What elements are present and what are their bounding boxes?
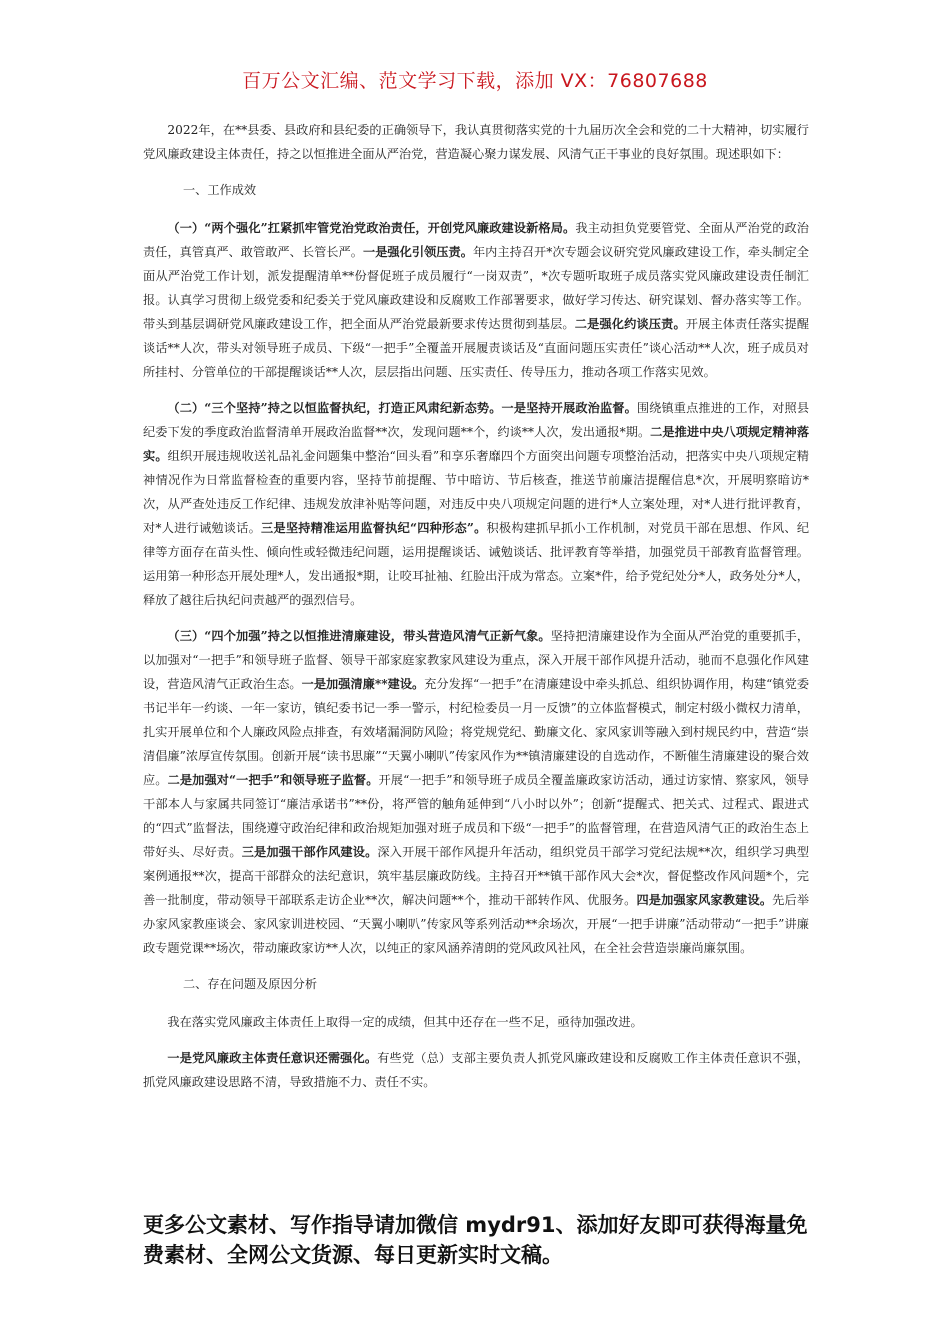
subheading: （三）“四个加强”持之以恒推进清廉建设，带头营造风清气正新气象。 — [167, 629, 551, 643]
point: 二是推进中央八项规定精神落实。 — [143, 425, 810, 463]
section-heading-1: 一、工作成效 — [183, 183, 257, 197]
text: 开展主体责任落实提醒谈话**人次，带头对领导班子成员、下级“一把手”全覆盖开展履责谈话及“直面问题压实责任”谈心活动**人次，班子成员对所挂村、分管单位的干部提醒谈话**人次，层层指出问题、压实责任、传导压力，推动各项工作落实见效。 — [143, 317, 810, 379]
intro-paragraph: 2022年，在**县委、县政府和县纪委的正确领导下，我认真贯彻落实党的十九届历次全会和党的二十大精神，切实履行党风廉政建设主体责任，持之以恒推进全面从严治党，营造凝心聚力谋发展、风清气正干事业的良好氛围。现述职如下： — [143, 123, 809, 161]
section-heading-2: 二、存在问题及原因分析 — [183, 977, 318, 991]
document-body — [143, 118, 809, 1106]
text: 围绕镇重点推进的工作，对照县纪委下发的季度政治监督清单开展政治监督**次，发现问题**个，约谈**人次，发出通报*期。 — [143, 401, 810, 439]
text: 有些党（总）支部主要负责人抓党风廉政建设和反腐败工作主体责任意识不强，抓党风廉政建设思路不清，导致措施不力、责任不实。 — [143, 1051, 810, 1089]
text: 开展“一把手”和领导班子成员全覆盖廉政家访活动，通过访家情、察家风，领导干部本人与家属共同签订“廉洁承诺书”**份，将严管的触角延伸到“八小时以外”；创新“提醒式、把关式、过程式、跟进式的“四式”监督法，围绕遵守政治纪律和政治规矩加强对班子成员和下级“一把手”的监督管理，在营造风清气正的政治生态上带好头、尽好责。 — [143, 773, 809, 859]
text: 年内主持召开*次专题会议研究党风廉政建设工作，牵头制定全面从严治党工作计划，派发提醒清单**份督促班子成员履行“一岗双责”，*次专题听取班子成员落实党风廉政建设责任制汇报。认真学习贯彻上级党委和纪委关于党风廉政建设和反腐败工作部署要求，做好学习传达、研究谋划、督办落实等工作。带头到基层调研党风廉政建设工作，把全面从严治党最新要求传达贯彻到基层。 — [143, 245, 809, 331]
point: 二是强化约谈压责。 — [574, 317, 686, 331]
point: 三是加强干部作风建设。 — [241, 845, 378, 859]
text: 先后举办家风家教座谈会、家风家训进校园、“天翼小喇叭”传家风等系列活动**余场次，开展“一把手讲廉”活动带动“一把手”讲廉政专题党课**场次，带动廉政家访**人次，以纯正的家风涵养清朗的党风政风社风，在全社会营造崇廉尚廉氛围。 — [143, 893, 810, 955]
point: 四是加强家风家教建设。 — [636, 893, 773, 907]
point: 一是强化引领压责。 — [362, 245, 473, 259]
point: 一是加强清廉**建设。 — [301, 677, 425, 691]
paragraph-1-2 — [143, 396, 809, 612]
text: 坚持把清廉建设作为全面从严治党的重要抓手，以加强对“一把手”和领导班子监督、领导干部家庭家教家风建设为重点，深入开展干部作风提升活动，驰而不息强化作风建设，营造风清气正政治生态。 — [143, 629, 810, 691]
point: 一是党风廉政主体责任意识还需强化。 — [167, 1051, 378, 1065]
subheading: （一）“两个强化”扛紧抓牢管党治党政治责任，开创党风廉政建设新格局。 — [167, 221, 576, 235]
point: 一是坚持开展政治监督。 — [501, 401, 637, 415]
section-2-intro: 我在落实党风廉政主体责任上取得一定的成绩，但其中还存在一些不足，亟待加强改进。 — [167, 1015, 643, 1029]
subheading: （二）“三个坚持”持之以恒监督执纪，打造正风肃纪新态势。 — [167, 401, 502, 415]
text: 积极构建抓早抓小工作机制，对党员干部在思想、作风、纪律等方面存在苗头性、倾向性或轻微违纪问题，运用提醒谈话、诫勉谈话、批评教育等举措，加强党员干部教育监督管理。运用第一种形态开展处理*人，发出通报*期，让咬耳扯袖、红脸出汗成为常态。立案*件，给予党纪处分*人，政务处分*人，释放了越往后执纪问责越严的强烈信号。 — [143, 521, 810, 607]
text: 我主动担负党要管党、全面从严治党的政治责任，真管真严、敢管敢严、长管长严。 — [143, 221, 809, 259]
header-banner: 百万公文汇编、范文学习下载，添加 VX：76807688 — [242, 70, 708, 92]
text: 深入开展干部作风提升年活动，组织党员干部学习党纪法规**次，组织学习典型案例通报**次，提高干部群众的法纪意识，筑牢基层廉政防线。主持召开**镇干部作风大会*次，督促整改作风问题*个，完善一批制度，带动领导干部联系走访企业**次，解决问题**个，推动干部转作风、优服务。 — [143, 845, 810, 907]
text: 充分发挥“一把手”在清廉建设中牵头抓总、组织协调作用，构建“镇党委书记半年一约谈、一年一家访，镇纪委书记一季一警示，村纪检委员一月一反馈”的立体监督模式，制定村级小微权力清单，扎实开展单位和个人廉政风险点排查，有效堵漏洞防风险；将党规党纪、勤廉文化、家风家训等融入到村规民约中，营造“崇清倡廉”浓厚宣传氛围。创新开展“读书思廉”“天翼小喇叭”传家风作为**镇清廉建设的自选动作，不断催生清廉建设的聚合效应。 — [143, 677, 810, 787]
text: 组织开展违规收送礼品礼金问题集中整治“回头看”和享乐奢靡四个方面突出问题专项整治活动，把落实中央八项规定精神情况作为日常监督检查的重要内容，坚持节前提醒、节中暗访、节后核查，推送节前廉洁提醒信息*次，开展明察暗访*次，从严查处违反工作纪律、违规发放津补贴等问题，对违反中央八项规定问题的进行*人立案处理，对*人进行批评教育，对*人进行诫勉谈话。 — [143, 449, 809, 535]
point: 二是加强对“一把手”和领导班子监督。 — [167, 773, 379, 787]
point: 三是坚持精准运用监督执纪“四种形态”。 — [261, 521, 487, 535]
footer-promo: 更多公文素材、写作指导请加微信 mydr91、添加好友即可获得海量免费素材、全网公文货源、每日更新实时文稿。 — [143, 1213, 808, 1267]
paragraph-1-3 — [143, 624, 809, 960]
paragraph-1-1 — [143, 216, 809, 384]
paragraph-2-1 — [143, 1046, 809, 1094]
